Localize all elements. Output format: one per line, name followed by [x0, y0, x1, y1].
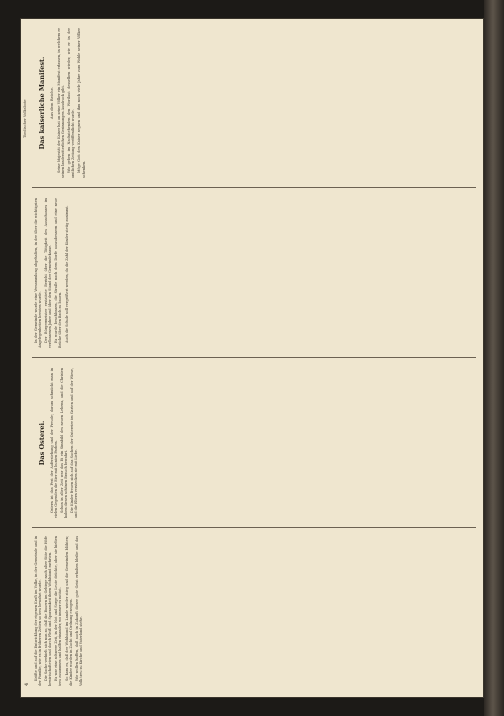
- paragraph: In der Gemeinde wurde eine Versammlung abgehalten, in der über die wichtigsten Angelegenheiten beraten wurde.: [34, 198, 43, 348]
- rotated-content: [20, 18, 484, 698]
- article-heading: Das Osterei.: [38, 420, 46, 466]
- paragraph: Auch die Schule soll vergrößert werden, da die Zahl der Kinder stetig zunimmt.: [64, 205, 69, 343]
- article-subheading: Aus dem Reiche.: [49, 86, 54, 120]
- paragraph: Möge Gott den Kaiser segnen und ihm noch viele Jahre zum Wohle seiner Völker schenken.: [77, 28, 86, 178]
- text-column-2: [34, 368, 474, 518]
- newspaper-page: [20, 18, 484, 698]
- paragraph: Seine Majestät der Kaiser hat an seine Völker ein Manifest erlassen, in welchem er seinen landesväterlichen Gesinnungen Ausdruck gibt.: [57, 28, 66, 178]
- text-column-1: [34, 536, 474, 686]
- page-number: 4: [24, 682, 30, 686]
- book-binding: [484, 0, 504, 716]
- paragraph: Wir geben im Nachstehenden den Wortlaut desselben wieder, wie er in der amtlichen Zeitung veröffentlicht wurde.: [67, 28, 76, 178]
- paragraph: Es wurde beschlossen, die Straße nach dem Dorfe auszubessern und eine neue Brücke über den Bach zu bauen.: [54, 198, 63, 348]
- column-divider: [32, 187, 476, 188]
- paragraph: Schon in alter Zeit war das Ei ein Sinnbild des neuen Lebens, und die Christen haben diesen schönen Brauch bewahrt.: [60, 368, 69, 518]
- paragraph: Kräfte und auf die Entwicklung der eigenen Kraft im Volke, in der Gemeinde und in der Familie, wie es in früheren Zeiten so treu bewahrt wurde.: [34, 536, 43, 686]
- paragraph: Der Bürgermeister erstattete Bericht über die Tätigkeit des Ausschusses im verflossenen Jahre und über den Stand der Gemeindekasse.: [44, 198, 53, 348]
- column-divider: [32, 357, 476, 358]
- article-heading: Das kaiserliche Manifest.: [38, 56, 46, 150]
- text-column-3: [34, 198, 474, 348]
- column-divider: [32, 527, 476, 528]
- paragraph: Es war eine schwere Zeit, in der Not und Sorge die Leute drückte, aber sie hielten treu zusammen und halfen einander, wo immer es nottat.: [54, 536, 63, 686]
- masthead-stamp: Tirolischer Volksbote: [23, 99, 27, 138]
- paragraph: Wir wollen hoffen, daß auch in Zukunft dieser gute Geist erhalten bleibe und das Volk treu zu Kirche und Vaterland stehe.: [74, 536, 83, 686]
- paragraph: Die Kinder freuen sich auf das Suchen der Ostereier im Garten und auf der Wiese, und die Eltern verstecken sie mit Liebe.: [70, 368, 79, 518]
- paragraph: Die Sache verhielt sich nun so, daß die Bauern im Gebirge nach alter Sitte die Höfe bewirtschafteten und durch Fleiß und Sparsamkeit ihren Wohlstand mehrten.: [44, 536, 53, 686]
- paragraph: So kam es, daß der Wohlstand im Lande wieder stieg und die Gemeinden blühten; die Kinder wurden in Zucht und Ordnung erzogen.: [64, 536, 73, 686]
- text-column-4: [34, 28, 474, 178]
- paragraph: Ostern ist das Fest der Auferstehung und der Freude; darum schmückt man in vielen Gegenden die Eier mit bunten Farben.: [50, 368, 59, 518]
